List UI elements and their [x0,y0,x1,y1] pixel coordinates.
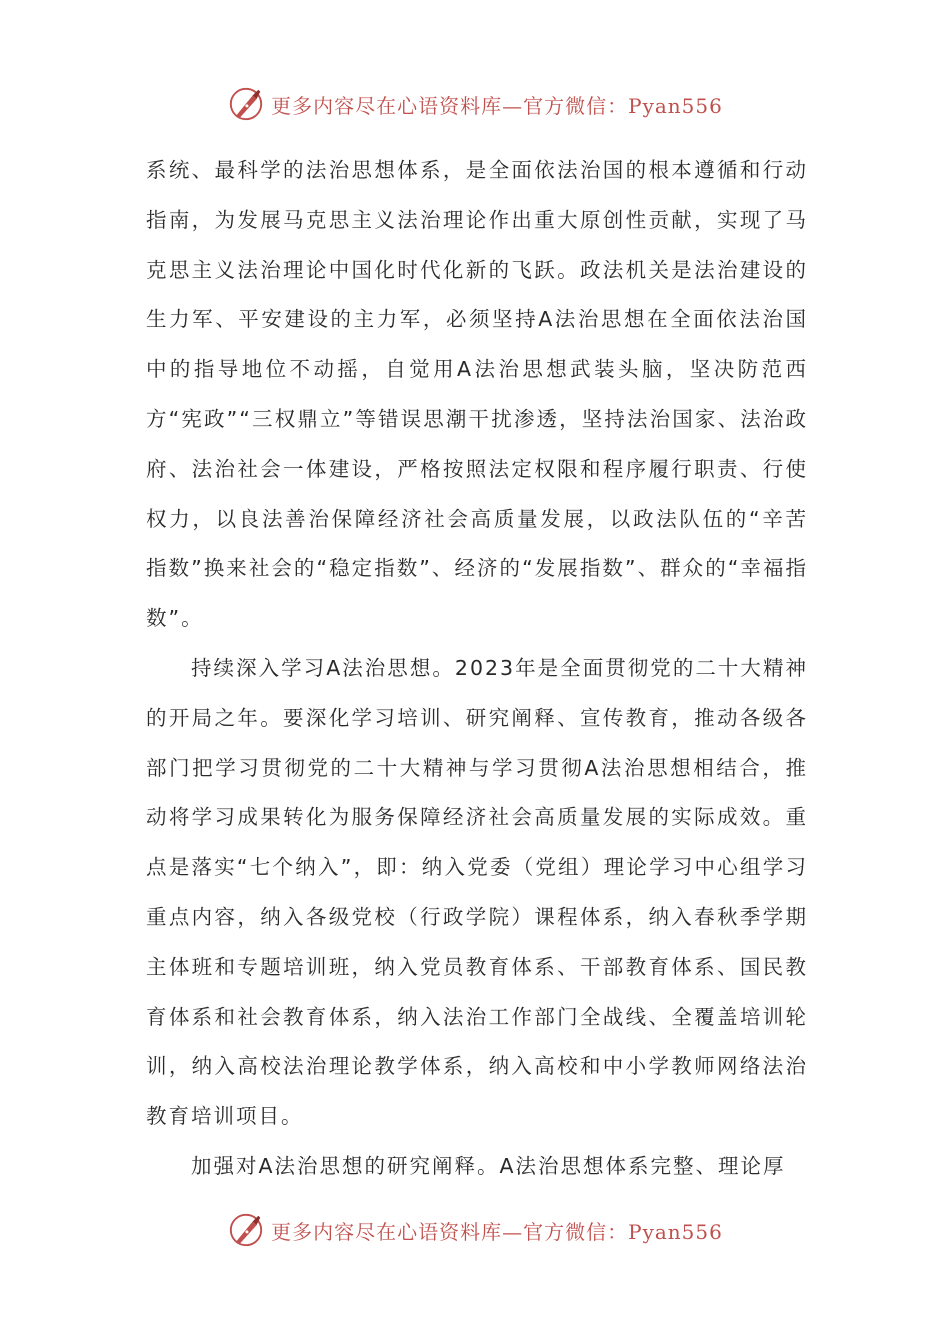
document-body [146,146,808,1192]
footer-banner [0,1210,950,1250]
pen-nib-logo-icon [227,85,265,123]
pen-nib-logo-icon [227,1211,265,1249]
paragraph-3: 加强对A法治思想的研究阐释。A法治思想体系完整、理论厚 [191,1153,786,1178]
header-banner-text: 更多内容尽在心语资料库—官方微信：Pyan556 [271,93,723,118]
header-banner [0,84,950,124]
paragraph-2: 持续深入学习A法治思想。2023年是全面贯彻党的二十大精神的开局之年。要深化学习培训、研究阐释、宣传教育，推动各级各部门把学习贯彻党的二十大精神与学习贯彻A法治思想相结合，推动将学习成果转化为服务保障经济社会高质量发展的实际成效。重点是落实“七个纳入”，即：纳入党委（党组）理论学习中心组学习重点内容，纳入各级党校（行政学院）课程体系，纳入春秋季学期主体班和专题培训班，纳入党员教育体系、干部教育体系、国民教育体系和社会教育体系，纳入法治工作部门全战线、全覆盖培训轮训，纳入高校法治理论教学体系，纳入高校和中小学教师网络法治教育培训项目。 [146,655,808,1129]
footer-banner-text: 更多内容尽在心语资料库—官方微信：Pyan556 [271,1219,723,1244]
paragraph-1: 系统、最科学的法治思想体系，是全面依法治国的根本遵循和行动指南，为发展马克思主义法治理论作出重大原创性贡献，实现了马克思主义法治理论中国化时代化新的飞跃。政法机关是法治建设的生力军、平安建设的主力军，必须坚持A法治思想在全面依法治国中的指导地位不动摇，自觉用A法治思想武装头脑，坚决防范西方“宪政”“三权鼎立”等错误思潮干扰渗透，坚持法治国家、法治政府、法治社会一体建设，严格按照法定权限和程序履行职责、行使权力，以良法善治保障经济社会高质量发展，以政法队伍的“辛苦指数”换来社会的“稳定指数”、经济的“发展指数”、群众的“幸福指数”。 [146,158,808,631]
